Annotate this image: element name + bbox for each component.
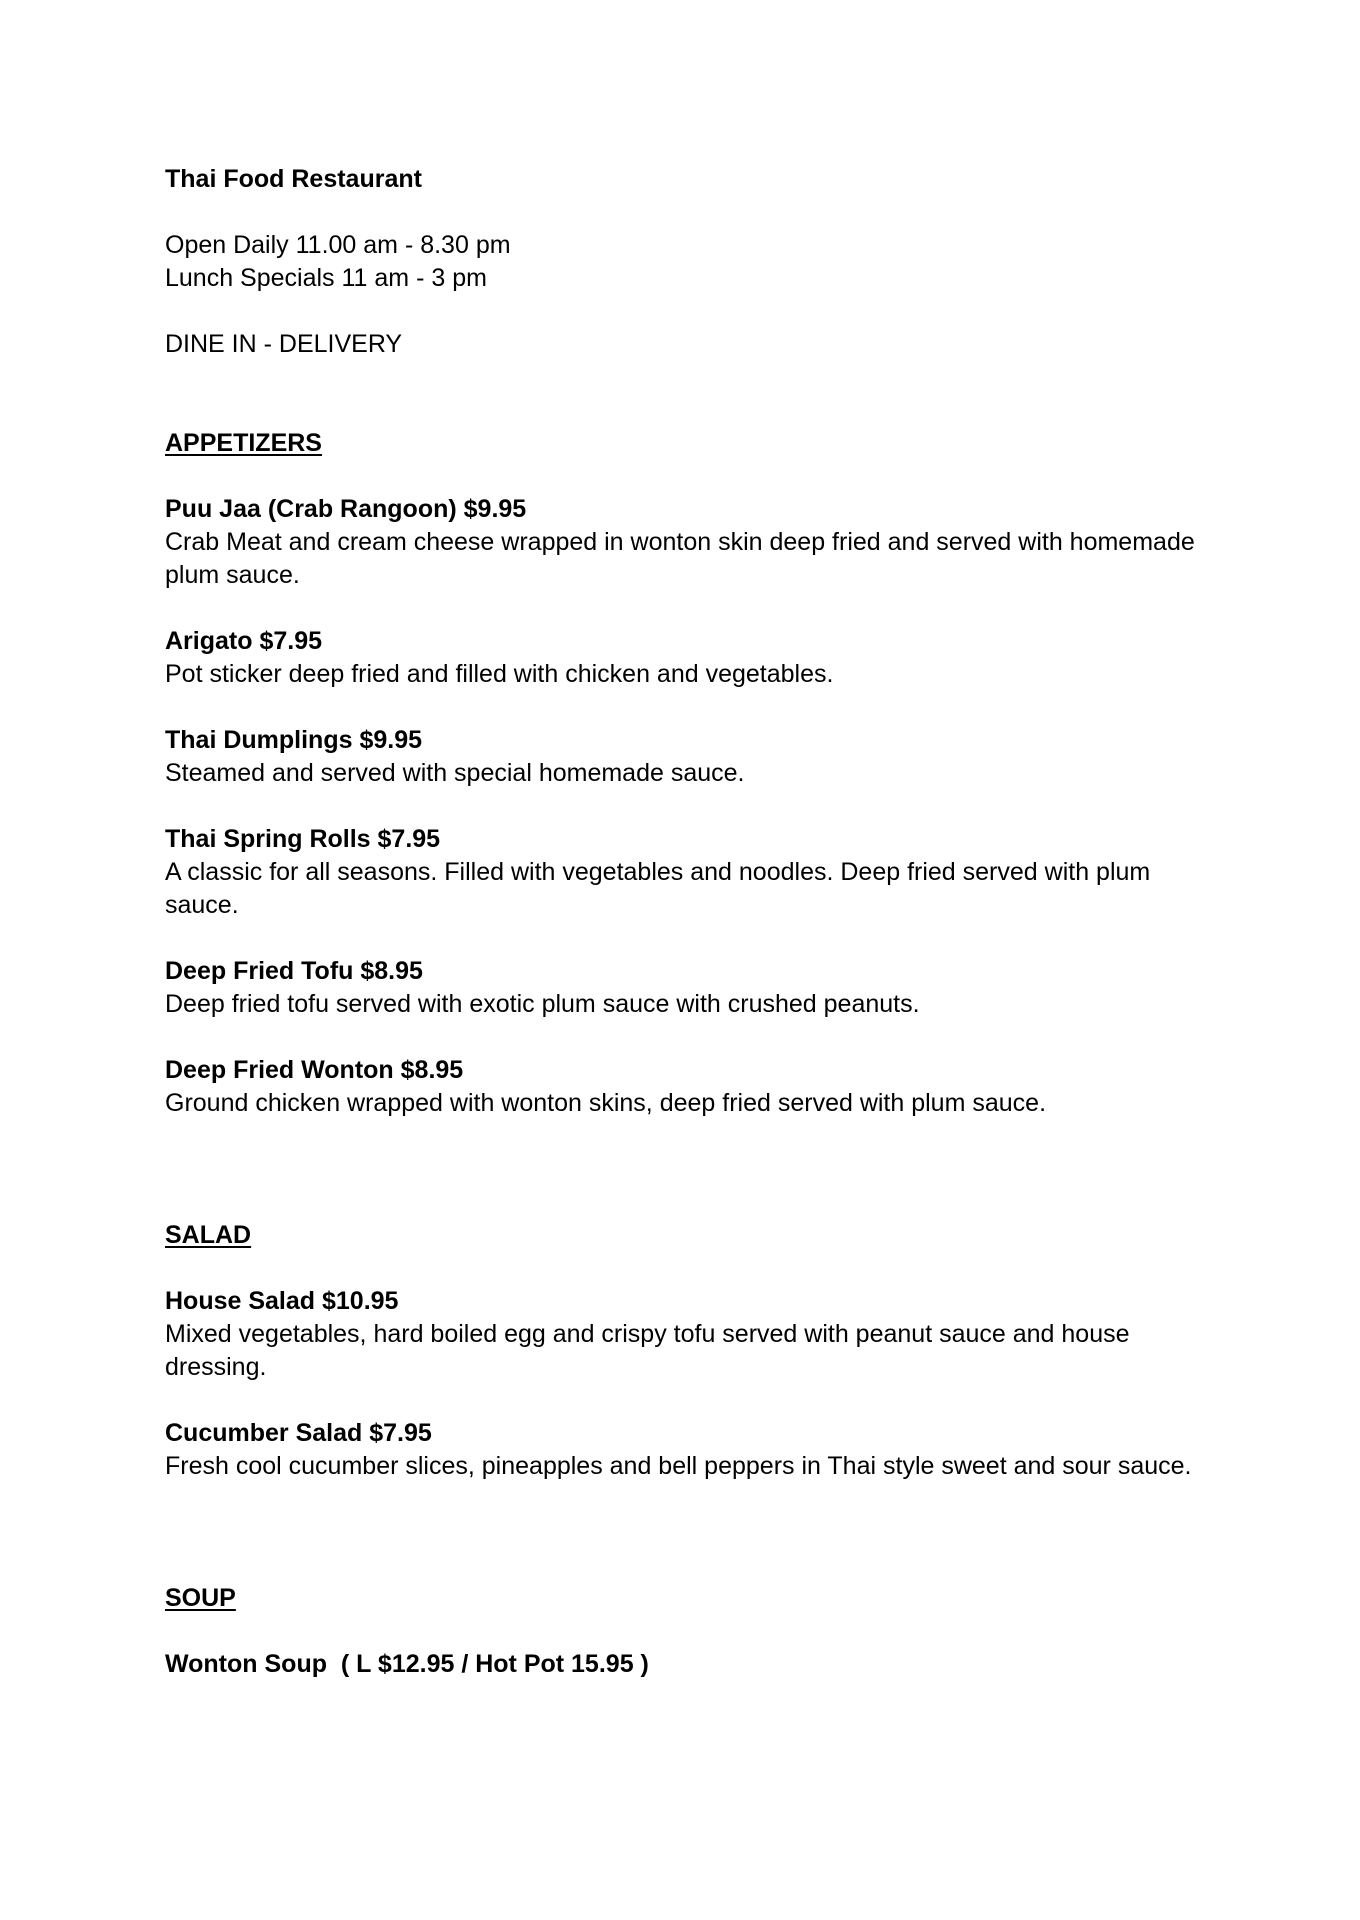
spacer <box>165 295 1205 328</box>
menu-item <box>165 955 1205 1021</box>
menu-item <box>165 1648 1205 1681</box>
spacer <box>165 1120 1205 1219</box>
menu-item-description: A classic for all seasons. Filled with vegetables and noodles. Deep fried served with plum sauce. <box>165 858 1151 919</box>
menu-item <box>165 1417 1205 1483</box>
menu-item-title: House Salad $10.95 <box>165 1287 399 1315</box>
spacer <box>165 1615 1205 1648</box>
menu-item-title: Deep Fried Tofu $8.95 <box>165 957 423 985</box>
spacer <box>165 1252 1205 1285</box>
menu-document <box>165 163 1205 1681</box>
menu-item-title: Deep Fried Wonton $8.95 <box>165 1056 464 1084</box>
opening-hours: Open Daily 11.00 am - 8.30 pm <box>165 231 511 259</box>
spacer <box>165 790 1205 823</box>
menu-item <box>165 823 1205 922</box>
menu-item-title: Cucumber Salad $7.95 <box>165 1419 432 1447</box>
section-heading-soup: SOUP <box>165 1584 236 1612</box>
restaurant-name: Thai Food Restaurant <box>165 165 422 193</box>
lunch-specials: Lunch Specials 11 am - 3 pm <box>165 264 487 292</box>
menu-item <box>165 625 1205 691</box>
menu-item-description: Pot sticker deep fried and filled with chicken and vegetables. <box>165 660 834 688</box>
menu-item-title: Puu Jaa (Crab Rangoon) $9.95 <box>165 495 527 523</box>
menu-item <box>165 1054 1205 1120</box>
spacer <box>165 1021 1205 1054</box>
menu-item-description: Deep fried tofu served with exotic plum sauce with crushed peanuts. <box>165 990 920 1018</box>
section-heading-appetizers: APPETIZERS <box>165 429 322 457</box>
menu-item-title: Wonton Soup ( L $12.95 / Hot Pot 15.95 ) <box>165 1650 649 1678</box>
menu-item-title: Arigato $7.95 <box>165 627 323 655</box>
menu-item-description: Ground chicken wrapped with wonton skins, deep fried served with plum sauce. <box>165 1089 1047 1117</box>
spacer <box>165 196 1205 229</box>
menu-item-description: Mixed vegetables, hard boiled egg and crispy tofu served with peanut sauce and house dressing. <box>165 1320 1130 1381</box>
spacer <box>165 922 1205 955</box>
menu-item-description: Fresh cool cucumber slices, pineapples and bell peppers in Thai style sweet and sour sauce. <box>165 1452 1192 1480</box>
menu-item-description: Crab Meat and cream cheese wrapped in wonton skin deep fried and served with homemade plum sauce. <box>165 528 1195 589</box>
menu-item-description: Steamed and served with special homemade sauce. <box>165 759 745 787</box>
spacer <box>165 460 1205 493</box>
menu-item <box>165 724 1205 790</box>
menu-item-title: Thai Dumplings $9.95 <box>165 726 423 754</box>
spacer <box>165 1384 1205 1417</box>
spacer <box>165 361 1205 427</box>
section-heading-salad: SALAD <box>165 1221 252 1249</box>
spacer <box>165 691 1205 724</box>
spacer <box>165 592 1205 625</box>
menu-item <box>165 493 1205 592</box>
service-options: DINE IN - DELIVERY <box>165 330 403 358</box>
spacer <box>165 1483 1205 1582</box>
menu-item <box>165 1285 1205 1384</box>
menu-item-title: Thai Spring Rolls $7.95 <box>165 825 441 853</box>
